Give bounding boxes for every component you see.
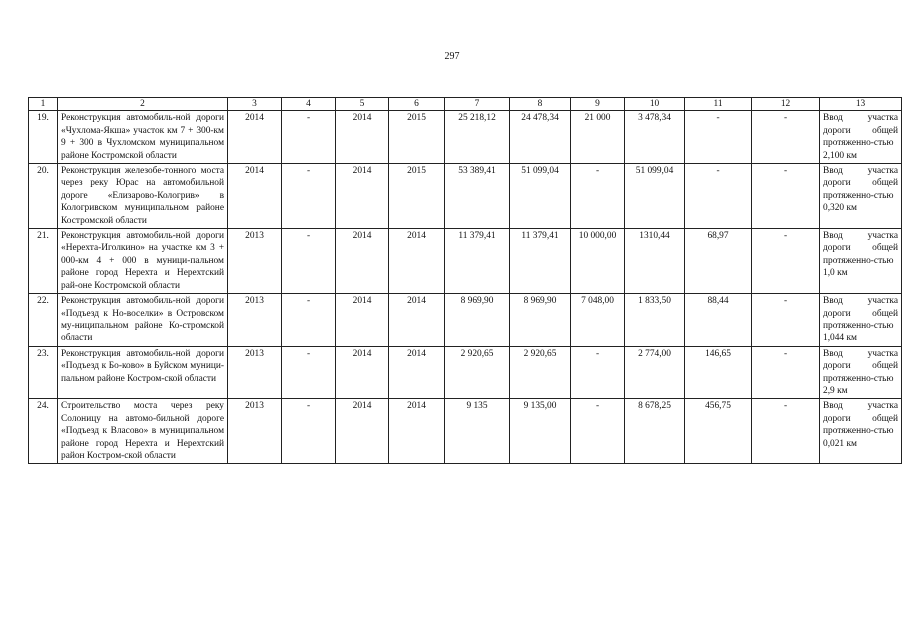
cell-col5: 2014 (336, 229, 389, 294)
cell-col12: - (752, 346, 820, 399)
row-number: 19. (29, 111, 58, 164)
cell-col5: 2014 (336, 399, 389, 464)
cell-col3: 2013 (228, 229, 282, 294)
project-result: Ввод участка дороги общей протяженно-стью 1,0 км (820, 229, 902, 294)
cell-col10: 1 833,50 (625, 294, 685, 347)
cell-col12: - (752, 229, 820, 294)
row-number: 22. (29, 294, 58, 347)
cell-col12: - (752, 164, 820, 229)
project-description: Реконструкция автомобиль-ной дороги «Нерехта-Иголкино» на участке км 3 + 000-км 4 + 000 в муници-пальном районе город Нерехта и Нерехтский рай-оне Костромской области (58, 229, 228, 294)
cell-col4: - (282, 111, 336, 164)
cell-col5: 2014 (336, 164, 389, 229)
header-row (29, 98, 902, 111)
cell-col7: 53 389,41 (445, 164, 510, 229)
cell-col11: - (685, 164, 752, 229)
cell-col7: 2 920,65 (445, 346, 510, 399)
column-header: 13 (820, 98, 902, 111)
cell-col8: 9 135,00 (510, 399, 571, 464)
cell-col8: 51 099,04 (510, 164, 571, 229)
cell-col12: - (752, 111, 820, 164)
cell-col3: 2014 (228, 164, 282, 229)
table-row (29, 346, 902, 399)
cell-col5: 2014 (336, 111, 389, 164)
cell-col4: - (282, 399, 336, 464)
cell-col11: 146,65 (685, 346, 752, 399)
column-header: 3 (228, 98, 282, 111)
column-header: 1 (29, 98, 58, 111)
row-number: 21. (29, 229, 58, 294)
page-number: 297 (444, 51, 460, 62)
column-header: 5 (336, 98, 389, 111)
cell-col4: - (282, 294, 336, 347)
cell-col7: 9 135 (445, 399, 510, 464)
cell-col5: 2014 (336, 346, 389, 399)
cell-col6: 2014 (389, 346, 445, 399)
cell-col6: 2014 (389, 294, 445, 347)
cell-col10: 1310,44 (625, 229, 685, 294)
column-header: 6 (389, 98, 445, 111)
cell-col4: - (282, 164, 336, 229)
table-row (29, 294, 902, 347)
row-number: 20. (29, 164, 58, 229)
project-description: Реконструкция железобе-тонного моста через реку Юрас на автомобильной дороге «Елизарово-Кологрив» в Кологривском муниципальном районе Костромской области (58, 164, 228, 229)
column-header: 4 (282, 98, 336, 111)
project-result: Ввод участка дороги общей протяженно-стью 0,021 км (820, 399, 902, 464)
cell-col4: - (282, 229, 336, 294)
column-header: 8 (510, 98, 571, 111)
column-header: 7 (445, 98, 510, 111)
column-header: 10 (625, 98, 685, 111)
cell-col8: 11 379,41 (510, 229, 571, 294)
row-number: 23. (29, 346, 58, 399)
cell-col3: 2014 (228, 111, 282, 164)
cell-col10: 3 478,34 (625, 111, 685, 164)
cell-col9: - (571, 164, 625, 229)
cell-col11: 88,44 (685, 294, 752, 347)
project-description: Реконструкция автомобиль-ной дороги «Подъезд к Бо-ково» в Буйском муници-пальном районе Костром-ской области (58, 346, 228, 399)
investment-table (28, 97, 902, 464)
cell-col7: 8 969,90 (445, 294, 510, 347)
project-result: Ввод участка дороги общей протяженно-стью 2,100 км (820, 111, 902, 164)
cell-col7: 25 218,12 (445, 111, 510, 164)
cell-col12: - (752, 399, 820, 464)
cell-col3: 2013 (228, 294, 282, 347)
cell-col10: 8 678,25 (625, 399, 685, 464)
table-row (29, 399, 902, 464)
cell-col3: 2013 (228, 346, 282, 399)
project-result: Ввод участка дороги общей протяженно-стью 0,320 км (820, 164, 902, 229)
row-number: 24. (29, 399, 58, 464)
project-description: Реконструкция автомобиль-ной дороги «Подъезд к Но-воселки» в Островском му-ниципальном районе Ко-стромской области (58, 294, 228, 347)
table-row (29, 164, 902, 229)
cell-col9: - (571, 399, 625, 464)
column-header: 9 (571, 98, 625, 111)
column-header: 11 (685, 98, 752, 111)
table-row (29, 229, 902, 294)
cell-col6: 2015 (389, 111, 445, 164)
cell-col6: 2014 (389, 399, 445, 464)
cell-col6: 2014 (389, 229, 445, 294)
cell-col10: 2 774,00 (625, 346, 685, 399)
project-description: Реконструкция автомобиль-ной дороги «Чухлома-Якша» участок км 7 + 300-км 9 + 300 в Чухломском муниципальном районе Костромской области (58, 111, 228, 164)
cell-col9: 21 000 (571, 111, 625, 164)
cell-col11: 456,75 (685, 399, 752, 464)
cell-col3: 2013 (228, 399, 282, 464)
cell-col11: 68,97 (685, 229, 752, 294)
project-description: Строительство моста через реку Солоницу на автомо-бильной дороге «Подъезд к Власово» в муниципальном районе город Нерехта и Нерехтский район Костром-ской области (58, 399, 228, 464)
column-header: 2 (58, 98, 228, 111)
cell-col9: 7 048,00 (571, 294, 625, 347)
cell-col11: - (685, 111, 752, 164)
cell-col6: 2015 (389, 164, 445, 229)
cell-col10: 51 099,04 (625, 164, 685, 229)
column-header: 12 (752, 98, 820, 111)
cell-col12: - (752, 294, 820, 347)
cell-col8: 24 478,34 (510, 111, 571, 164)
cell-col8: 8 969,90 (510, 294, 571, 347)
cell-col5: 2014 (336, 294, 389, 347)
cell-col8: 2 920,65 (510, 346, 571, 399)
cell-col4: - (282, 346, 336, 399)
project-result: Ввод участка дороги общей протяженно-стью 1,044 км (820, 294, 902, 347)
cell-col9: - (571, 346, 625, 399)
cell-col7: 11 379,41 (445, 229, 510, 294)
cell-col9: 10 000,00 (571, 229, 625, 294)
project-result: Ввод участка дороги общей протяженно-стью 2,9 км (820, 346, 902, 399)
table-row (29, 111, 902, 164)
